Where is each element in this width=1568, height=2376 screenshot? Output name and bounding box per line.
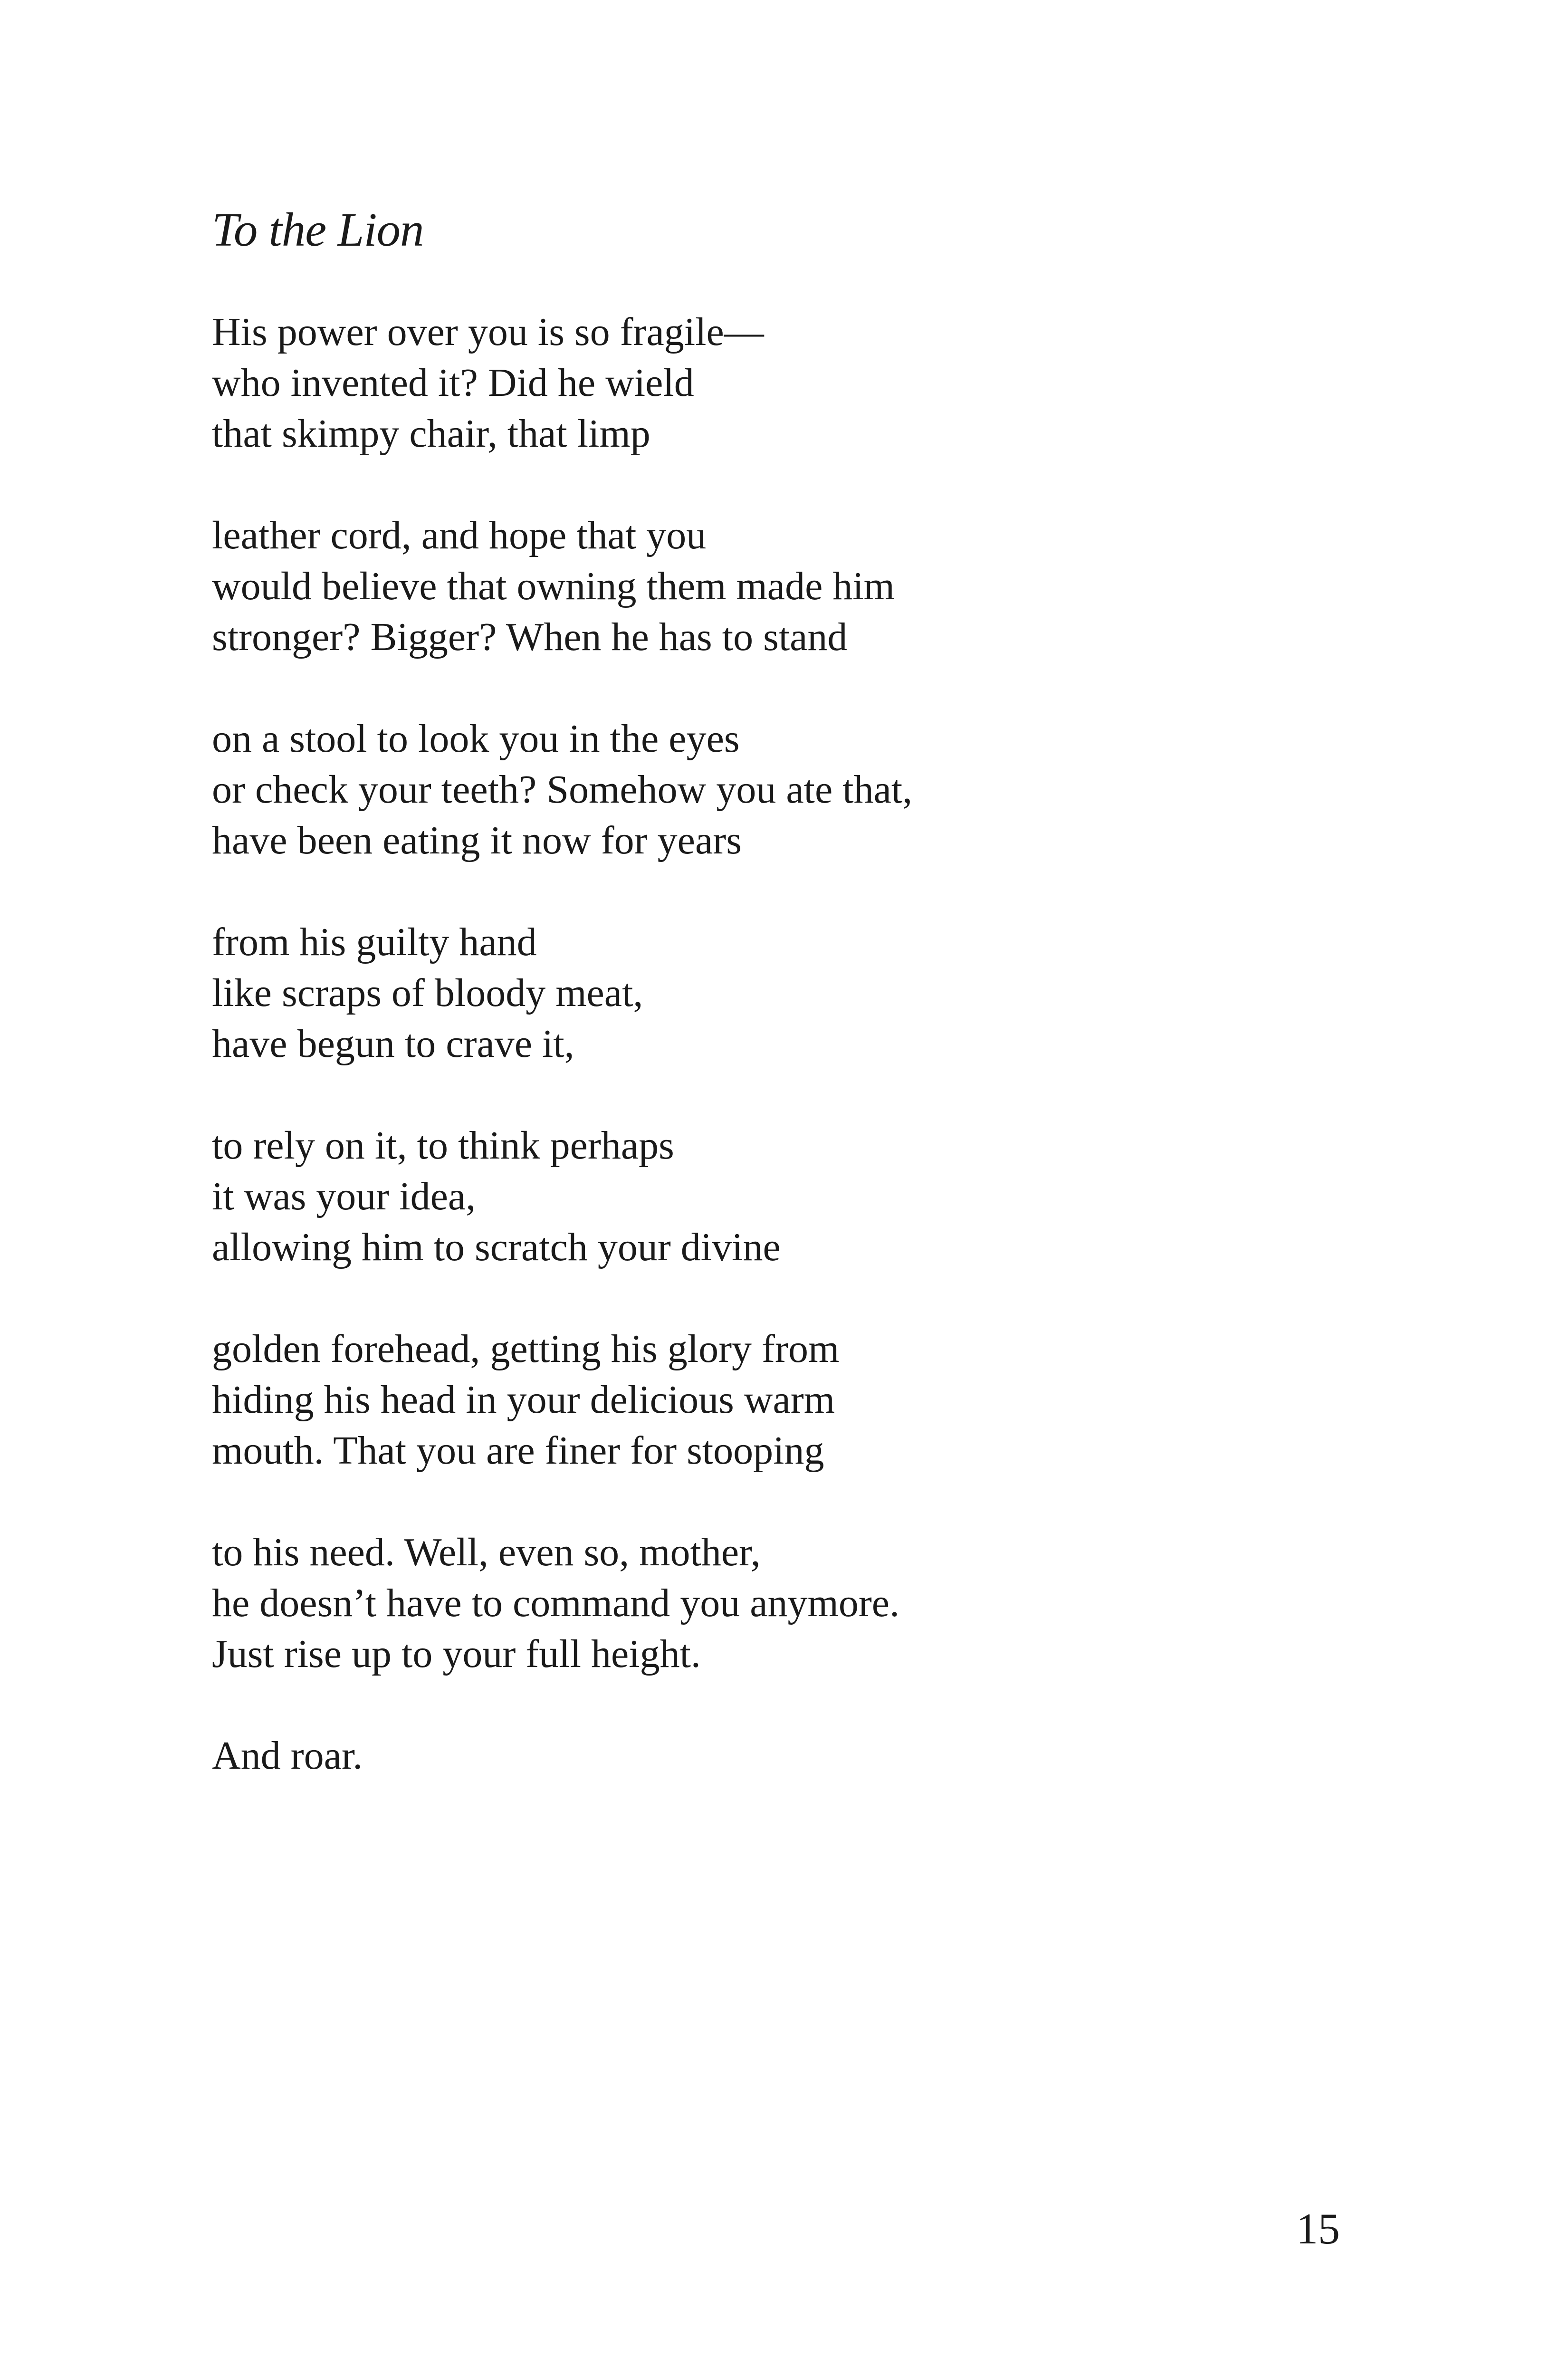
stanza-3 xyxy=(212,713,1257,866)
stanza-4 xyxy=(212,917,1257,1069)
poem-line: His power over you is so fragile— xyxy=(212,310,764,354)
poem-line: that skimpy chair, that limp xyxy=(212,412,650,456)
poem-line: from his guilty hand xyxy=(212,920,537,964)
poem-body xyxy=(212,307,1257,1832)
poem-line: to his need. Well, even so, mother, xyxy=(212,1530,761,1574)
stanza-6 xyxy=(212,1323,1257,1476)
stanza-8 xyxy=(212,1730,1257,1781)
poem-line: Just rise up to your full height. xyxy=(212,1632,701,1676)
poem-line: he doesn’t have to command you anymore. xyxy=(212,1581,900,1625)
poem-line: golden forehead, getting his glory from xyxy=(212,1327,840,1371)
poem-line: who invented it? Did he wield xyxy=(212,361,694,405)
poem-line: on a stool to look you in the eyes xyxy=(212,717,740,761)
poem-line: hiding his head in your delicious warm xyxy=(212,1378,835,1422)
poem-line: have begun to crave it, xyxy=(212,1022,574,1066)
poem-line: allowing him to scratch your divine xyxy=(212,1225,781,1269)
poem-line: leather cord, and hope that you xyxy=(212,513,707,557)
poem-title: To the Lion xyxy=(212,203,424,256)
stanza-1 xyxy=(212,307,1257,459)
poem-line: to rely on it, to think perhaps xyxy=(212,1123,674,1168)
poem-line: have been eating it now for years xyxy=(212,818,742,862)
stanza-2 xyxy=(212,510,1257,662)
poem-line: or check your teeth? Somehow you ate that, xyxy=(212,767,913,812)
poem-line: would believe that owning them made him xyxy=(212,564,895,608)
stanza-7 xyxy=(212,1527,1257,1679)
poem-line: it was your idea, xyxy=(212,1174,476,1218)
poem-line: stronger? Bigger? When he has to stand xyxy=(212,615,848,659)
poem-line: like scraps of bloody meat, xyxy=(212,971,643,1015)
stanza-5 xyxy=(212,1120,1257,1273)
poem-line: And roar. xyxy=(212,1734,363,1778)
poem-line: mouth. That you are finer for stooping xyxy=(212,1428,824,1473)
page-number: 15 xyxy=(1296,2204,1340,2253)
